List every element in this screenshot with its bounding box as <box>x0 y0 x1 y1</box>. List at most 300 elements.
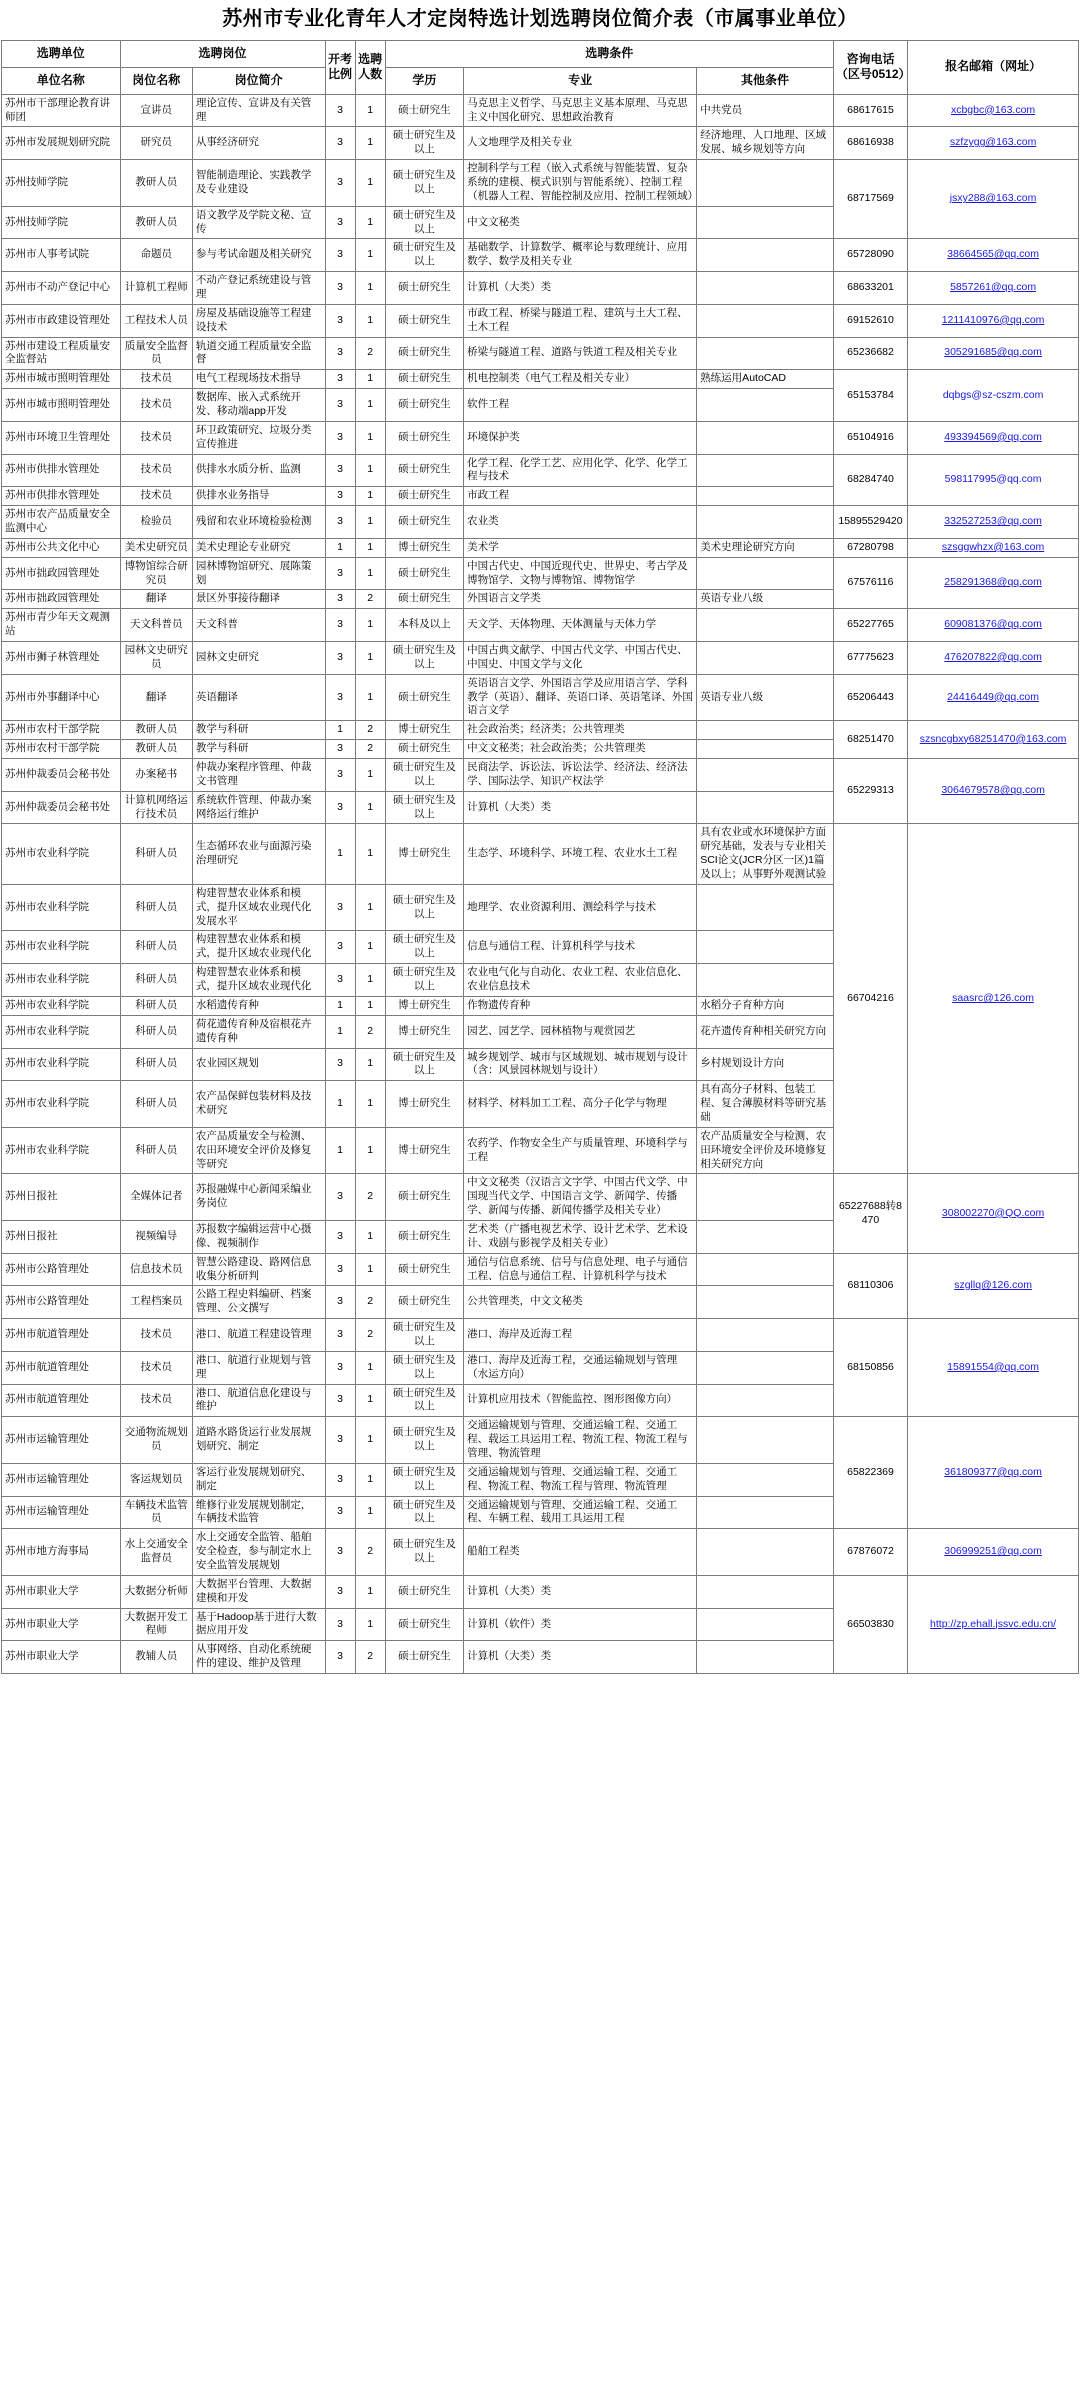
cell-other <box>697 389 834 422</box>
cell-other <box>697 1351 834 1384</box>
table-row <box>2 1174 1079 1221</box>
cell-desc: 残留和农业环境检验检测 <box>192 506 325 539</box>
cell-tel: 68284740 <box>833 454 907 506</box>
cell-count: 1 <box>355 884 385 931</box>
cell-post: 翻译 <box>120 674 192 721</box>
cell-ratio: 3 <box>325 1351 355 1384</box>
cell-post: 技术员 <box>120 487 192 506</box>
cell-count: 2 <box>355 1015 385 1048</box>
cell-other: 美术史理论研究方向 <box>697 538 834 557</box>
cell-unit: 苏州仲裁委员会秘书处 <box>2 791 121 824</box>
cell-edu: 硕士研究生及以上 <box>385 1529 463 1576</box>
cell-tel: 65206443 <box>833 674 907 721</box>
cell-count: 1 <box>355 1417 385 1464</box>
cell-major: 作物遗传育种 <box>464 996 697 1015</box>
email-link[interactable]: 609081376@qq.com <box>944 618 1042 631</box>
cell-major: 信息与通信工程、计算机科学与技术 <box>464 931 697 964</box>
cell-other <box>697 1417 834 1464</box>
cell-edu: 硕士研究生及以上 <box>385 759 463 792</box>
table-row <box>2 759 1079 792</box>
cell-count: 1 <box>355 421 385 454</box>
cell-ratio: 3 <box>325 1641 355 1674</box>
cell-major: 外国语言文学类 <box>464 590 697 609</box>
cell-ratio: 3 <box>325 94 355 127</box>
email-link[interactable]: 476207822@qq.com <box>944 650 1042 663</box>
cell-post: 技术员 <box>120 454 192 487</box>
cell-major: 港口、海岸及近海工程，交通运输规划与管理（水运方向） <box>464 1351 697 1384</box>
cell-mail <box>908 824 1079 1174</box>
cell-major: 生态学、环境科学、环境工程、农业水土工程 <box>464 824 697 884</box>
table-row <box>2 642 1079 675</box>
cell-desc: 供排水水质分析、监测 <box>192 454 325 487</box>
cell-count: 2 <box>355 740 385 759</box>
cell-unit: 苏州技师学院 <box>2 206 121 239</box>
cell-desc: 从事经济研究 <box>192 127 325 160</box>
cell-unit: 苏州市运输管理处 <box>2 1496 121 1529</box>
email-link[interactable]: 306999251@qq.com <box>944 1545 1042 1558</box>
email-link[interactable]: saasrc@126.com <box>952 991 1034 1004</box>
cell-tel: 65229313 <box>833 759 907 824</box>
cell-unit: 苏州市城市照明管理处 <box>2 389 121 422</box>
email-link[interactable]: http://zp.ehall.jssvc.edu.cn/ <box>930 1617 1057 1630</box>
cell-count: 1 <box>355 931 385 964</box>
email-link[interactable]: 1211410976@qq.com <box>941 313 1045 326</box>
cell-count: 1 <box>355 272 385 305</box>
cell-count: 2 <box>355 721 385 740</box>
table-row <box>2 337 1079 370</box>
cell-unit: 苏州市农业科学院 <box>2 931 121 964</box>
cell-tel: 68717569 <box>833 160 907 239</box>
cell-count: 1 <box>355 1220 385 1253</box>
cell-edu: 硕士研究生 <box>385 1286 463 1319</box>
cell-major: 中文文秘类 <box>464 206 697 239</box>
cell-ratio: 1 <box>325 1127 355 1174</box>
cell-post: 博物馆综合研究员 <box>120 557 192 590</box>
cell-tel: 67576116 <box>833 557 907 609</box>
cell-edu: 硕士研究生及以上 <box>385 1351 463 1384</box>
cell-ratio: 3 <box>325 304 355 337</box>
cell-tel: 65227765 <box>833 609 907 642</box>
cell-desc: 天文科普 <box>192 609 325 642</box>
cell-other <box>697 931 834 964</box>
cell-post: 科研人员 <box>120 1048 192 1081</box>
cell-edu: 硕士研究生 <box>385 304 463 337</box>
cell-unit: 苏州市市政建设管理处 <box>2 304 121 337</box>
cell-ratio: 3 <box>325 791 355 824</box>
cell-unit: 苏州市农村干部学院 <box>2 740 121 759</box>
cell-count: 1 <box>355 370 385 389</box>
email-link[interactable]: 361809377@qq.com <box>944 1465 1042 1478</box>
cell-unit: 苏州市航道管理处 <box>2 1351 121 1384</box>
header-post-desc: 岗位简介 <box>192 67 325 94</box>
cell-unit: 苏州市公路管理处 <box>2 1253 121 1286</box>
cell-edu: 硕士研究生 <box>385 487 463 506</box>
cell-edu: 硕士研究生及以上 <box>385 791 463 824</box>
cell-mail <box>908 1529 1079 1576</box>
cell-ratio: 3 <box>325 127 355 160</box>
cell-tel: 67876072 <box>833 1529 907 1576</box>
cell-edu: 硕士研究生 <box>385 506 463 539</box>
cell-major: 城乡规划学、城市与区域规划、城市规划与设计（含：风景园林规划与设计） <box>464 1048 697 1081</box>
email-link[interactable]: 308002270@QQ.com <box>941 1206 1045 1219</box>
cell-edu: 本科及以上 <box>385 609 463 642</box>
cell-desc: 基于Hadoop基于进行大数据应用开发 <box>192 1608 325 1641</box>
cell-major: 计算机（软件）类 <box>464 1608 697 1641</box>
cell-desc: 苏报融媒中心新闻采编业务岗位 <box>192 1174 325 1221</box>
page-title: 苏州市专业化青年人才定岗特选计划选聘岗位简介表（市属事业单位） <box>222 8 858 30</box>
cell-ratio: 3 <box>325 1174 355 1221</box>
cell-post: 信息技术员 <box>120 1253 192 1286</box>
cell-unit: 苏州市环境卫生管理处 <box>2 421 121 454</box>
cell-desc: 不动产登记系统建设与管理 <box>192 272 325 305</box>
email-link[interactable]: 15891554@qq.com <box>947 1360 1039 1373</box>
cell-major: 马克思主义哲学、马克思主义基本原理、马克思主义中国化研究、思想政治教育 <box>464 94 697 127</box>
cell-ratio: 1 <box>325 721 355 740</box>
cell-major: 交通运输规划与管理、交通运输工程、交通工程、车辆工程、载用工具运用工程 <box>464 1496 697 1529</box>
cell-desc: 农产品保鲜包装材料及技术研究 <box>192 1081 325 1128</box>
cell-post: 科研人员 <box>120 1015 192 1048</box>
cell-ratio: 3 <box>325 884 355 931</box>
cell-ratio: 1 <box>325 1015 355 1048</box>
cell-desc: 教学与科研 <box>192 740 325 759</box>
cell-other <box>697 1608 834 1641</box>
cell-mail <box>908 1253 1079 1318</box>
cell-ratio: 3 <box>325 1220 355 1253</box>
cell-unit: 苏州市拙政园管理处 <box>2 557 121 590</box>
cell-post: 车辆技术监管员 <box>120 1496 192 1529</box>
cell-desc: 轨道交通工程质量安全监督 <box>192 337 325 370</box>
cell-tel: 65104916 <box>833 421 907 454</box>
email-link[interactable]: 24416449@qq.com <box>947 690 1039 703</box>
cell-tel: 65236682 <box>833 337 907 370</box>
cell-major: 英语语言文学、外国语言学及应用语言学、学科教学（英语）、翻译、英语口译、英语笔译、外国语言文学 <box>464 674 697 721</box>
cell-ratio: 3 <box>325 206 355 239</box>
cell-other <box>697 1174 834 1221</box>
cell-edu: 硕士研究生及以上 <box>385 884 463 931</box>
cell-mail <box>908 609 1079 642</box>
cell-count: 1 <box>355 304 385 337</box>
cell-unit: 苏州技师学院 <box>2 160 121 207</box>
cell-major: 社会政治类；经济类；公共管理类 <box>464 721 697 740</box>
cell-desc: 从事网络、自动化系统硬件的建设、维护及管理 <box>192 1641 325 1674</box>
cell-count: 1 <box>355 506 385 539</box>
cell-other <box>697 206 834 239</box>
cell-desc: 智能制造理论、实践教学及专业建设 <box>192 160 325 207</box>
cell-post: 客运规划员 <box>120 1463 192 1496</box>
cell-unit: 苏州市发展规划研究院 <box>2 127 121 160</box>
cell-desc: 农产品质量安全与检测、农田环境安全评价及修复等研究 <box>192 1127 325 1174</box>
cell-tel: 65822369 <box>833 1417 907 1529</box>
cell-tel: 15895529420 <box>833 506 907 539</box>
email-link[interactable]: 305291685@qq.com <box>944 346 1042 359</box>
cell-mail <box>908 454 1079 506</box>
table-row <box>2 609 1079 642</box>
cell-edu: 硕士研究生及以上 <box>385 160 463 207</box>
cell-count: 1 <box>355 1253 385 1286</box>
cell-edu: 博士研究生 <box>385 1081 463 1128</box>
cell-other <box>697 721 834 740</box>
cell-desc: 电气工程现场技术指导 <box>192 370 325 389</box>
cell-other <box>697 487 834 506</box>
cell-mail <box>908 642 1079 675</box>
cell-unit: 苏州市职业大学 <box>2 1641 121 1674</box>
cell-desc: 构建智慧农业体系和模式，提升区域农业现代化 <box>192 964 325 997</box>
cell-major: 化学工程、化学工艺、应用化学、化学、化学工程与技术 <box>464 454 697 487</box>
cell-major: 民商法学、诉讼法、诉讼法学、经济法、经济法学、国际法学、知识产权法学 <box>464 759 697 792</box>
cell-count: 1 <box>355 759 385 792</box>
cell-desc: 农业园区规划 <box>192 1048 325 1081</box>
cell-count: 1 <box>355 1608 385 1641</box>
email-link[interactable]: szfzygg@163.com <box>949 136 1037 149</box>
cell-other: 具有农业或水环境保护方面研究基础，发表与专业相关SCI论文(JCR分区一区)1篇及以上；从事野外观测试验 <box>697 824 834 884</box>
cell-unit: 苏州市运输管理处 <box>2 1417 121 1464</box>
email-link[interactable]: szsncgbxy68251470@163.com <box>919 732 1067 745</box>
cell-ratio: 3 <box>325 239 355 272</box>
cell-unit: 苏州市职业大学 <box>2 1575 121 1608</box>
cell-count: 1 <box>355 1575 385 1608</box>
table-row <box>2 1575 1079 1608</box>
cell-desc: 生态循环农业与面源污染治理研究 <box>192 824 325 884</box>
table-row <box>2 674 1079 721</box>
cell-ratio: 3 <box>325 421 355 454</box>
cell-major: 农药学、作物安全生产与质量管理、环境科学与工程 <box>464 1127 697 1174</box>
cell-edu: 博士研究生 <box>385 721 463 740</box>
cell-ratio: 3 <box>325 609 355 642</box>
cell-edu: 硕士研究生 <box>385 454 463 487</box>
cell-edu: 硕士研究生 <box>385 674 463 721</box>
cell-ratio: 3 <box>325 506 355 539</box>
cell-edu: 硕士研究生及以上 <box>385 1048 463 1081</box>
cell-post: 技术员 <box>120 389 192 422</box>
cell-edu: 硕士研究生及以上 <box>385 642 463 675</box>
cell-desc: 智慧公路建设、路网信息收集分析研判 <box>192 1253 325 1286</box>
cell-post: 技术员 <box>120 370 192 389</box>
cell-other <box>697 1319 834 1352</box>
email-link[interactable]: 5857261@qq.com <box>950 281 1037 294</box>
cell-post: 大数据分析师 <box>120 1575 192 1608</box>
email-link[interactable]: dqbgs@sz-cszm.com <box>942 388 1044 401</box>
cell-unit: 苏州市农业科学院 <box>2 1127 121 1174</box>
cell-mail <box>908 674 1079 721</box>
cell-ratio: 3 <box>325 1417 355 1464</box>
cell-ratio: 3 <box>325 1319 355 1352</box>
cell-other <box>697 1496 834 1529</box>
cell-other <box>697 1220 834 1253</box>
cell-other <box>697 642 834 675</box>
cell-ratio: 1 <box>325 538 355 557</box>
cell-mail <box>908 370 1079 422</box>
cell-ratio: 3 <box>325 1253 355 1286</box>
cell-count: 2 <box>355 1641 385 1674</box>
cell-major: 桥梁与隧道工程、道路与铁道工程及相关专业 <box>464 337 697 370</box>
cell-major: 人文地理学及相关专业 <box>464 127 697 160</box>
cell-post: 宣讲员 <box>120 94 192 127</box>
cell-edu: 博士研究生 <box>385 996 463 1015</box>
cell-unit: 苏州市农村干部学院 <box>2 721 121 740</box>
email-link[interactable]: szsggwhzx@163.com <box>941 540 1045 553</box>
cell-unit: 苏州市航道管理处 <box>2 1384 121 1417</box>
cell-major: 园艺、园艺学、园林植物与观赏园艺 <box>464 1015 697 1048</box>
email-link[interactable]: 598117995@qq.com <box>944 472 1042 485</box>
cell-ratio: 1 <box>325 1081 355 1128</box>
cell-post: 科研人员 <box>120 996 192 1015</box>
cell-mail <box>908 127 1079 160</box>
cell-major: 基础数学、计算数学、概率论与数理统计、应用数学、数学及相关专业 <box>464 239 697 272</box>
cell-ratio: 1 <box>325 996 355 1015</box>
email-link[interactable]: jsxy288@163.com <box>949 192 1037 205</box>
cell-desc: 港口、航道信息化建设与维护 <box>192 1384 325 1417</box>
cell-other <box>697 239 834 272</box>
cell-tel: 66503830 <box>833 1575 907 1673</box>
cell-mail <box>908 337 1079 370</box>
header-group-row <box>2 41 1079 68</box>
cell-major: 软件工程 <box>464 389 697 422</box>
cell-major: 市政工程 <box>464 487 697 506</box>
cell-mail <box>908 538 1079 557</box>
cell-other: 花卉遗传育种相关研究方向 <box>697 1015 834 1048</box>
cell-mail <box>908 721 1079 759</box>
header-mail: 报名邮箱（网址） <box>908 41 1079 95</box>
cell-count: 1 <box>355 1081 385 1128</box>
cell-major: 计算机（大类）类 <box>464 1641 697 1674</box>
cell-count: 1 <box>355 160 385 207</box>
cell-unit: 苏州市地方海事局 <box>2 1529 121 1576</box>
cell-edu: 硕士研究生及以上 <box>385 931 463 964</box>
cell-ratio: 3 <box>325 1575 355 1608</box>
cell-mail <box>908 94 1079 127</box>
cell-tel: 67280798 <box>833 538 907 557</box>
cell-count: 1 <box>355 1463 385 1496</box>
cell-other <box>697 1384 834 1417</box>
table-row <box>2 239 1079 272</box>
cell-desc: 港口、航道工程建设管理 <box>192 1319 325 1352</box>
cell-edu: 硕士研究生及以上 <box>385 1417 463 1464</box>
cell-count: 2 <box>355 337 385 370</box>
cell-desc: 苏报数字编辑运营中心摄像、视频制作 <box>192 1220 325 1253</box>
cell-edu: 博士研究生 <box>385 824 463 884</box>
cell-count: 1 <box>355 538 385 557</box>
cell-count: 1 <box>355 996 385 1015</box>
email-link[interactable]: xcbgbc@163.com <box>950 103 1036 116</box>
cell-desc: 供排水业务指导 <box>192 487 325 506</box>
cell-post: 园林文史研究员 <box>120 642 192 675</box>
cell-desc: 港口、航道行业规划与管理 <box>192 1351 325 1384</box>
header-group-unit: 选聘单位 <box>2 41 121 68</box>
cell-count: 1 <box>355 557 385 590</box>
cell-major: 中国古典文献学、中国古代文学、中国古代史、中国史、中国文学与文化 <box>464 642 697 675</box>
cell-unit: 苏州仲裁委员会秘书处 <box>2 759 121 792</box>
table-row <box>2 538 1079 557</box>
cell-edu: 硕士研究生 <box>385 740 463 759</box>
cell-tel: 65728090 <box>833 239 907 272</box>
cell-post: 工程档案员 <box>120 1286 192 1319</box>
cell-ratio: 3 <box>325 160 355 207</box>
cell-other <box>697 1463 834 1496</box>
header-major: 专业 <box>464 67 697 94</box>
cell-major: 交通运输规划与管理、交通运输工程、交通工程、载运工具运用工程、物流工程、物流工程与管理、物流管理 <box>464 1417 697 1464</box>
cell-unit: 苏州市农业科学院 <box>2 884 121 931</box>
email-link[interactable]: 493394569@qq.com <box>944 430 1042 443</box>
cell-unit: 苏州市农产品质量安全监测中心 <box>2 506 121 539</box>
cell-ratio: 3 <box>325 1463 355 1496</box>
cell-mail <box>908 304 1079 337</box>
cell-ratio: 3 <box>325 454 355 487</box>
cell-ratio: 3 <box>325 931 355 964</box>
cell-edu: 硕士研究生 <box>385 557 463 590</box>
cell-other <box>697 1529 834 1576</box>
cell-desc: 房屋及基础设施等工程建设技术 <box>192 304 325 337</box>
header-ratio: 开考比例 <box>325 41 355 95</box>
cell-desc: 荷花遗传育种及宿根花卉遗传育种 <box>192 1015 325 1048</box>
cell-desc: 美术史理论专业研究 <box>192 538 325 557</box>
cell-tel: 65227688转8470 <box>833 1174 907 1253</box>
cell-unit: 苏州市城市照明管理处 <box>2 370 121 389</box>
cell-desc: 仲裁办案程序管理、仲裁文书管理 <box>192 759 325 792</box>
cell-post: 技术员 <box>120 1351 192 1384</box>
cell-major: 计算机应用技术（智能监控、图形图像方向） <box>464 1384 697 1417</box>
email-link[interactable]: szgllq@126.com <box>954 1278 1032 1291</box>
recruitment-table <box>1 40 1079 1674</box>
cell-post: 科研人员 <box>120 931 192 964</box>
email-link[interactable]: 3064679578@qq.com <box>941 784 1045 797</box>
cell-desc: 维修行业发展规划制定，车辆技术监管 <box>192 1496 325 1529</box>
cell-ratio: 3 <box>325 557 355 590</box>
cell-mail <box>908 1174 1079 1253</box>
cell-post: 大数据开发工程师 <box>120 1608 192 1641</box>
header-group-condition: 选聘条件 <box>385 41 833 68</box>
cell-edu: 硕士研究生及以上 <box>385 964 463 997</box>
cell-count: 1 <box>355 1384 385 1417</box>
email-link[interactable]: 258291368@qq.com <box>944 576 1042 589</box>
cell-major: 中国古代史、中国近现代史、世界史、考古学及博物馆学、文物与博物馆、博物馆学 <box>464 557 697 590</box>
header-post-name: 岗位名称 <box>120 67 192 94</box>
cell-mail <box>908 421 1079 454</box>
cell-tel: 68617615 <box>833 94 907 127</box>
cell-desc: 教学与科研 <box>192 721 325 740</box>
cell-post: 工程技术人员 <box>120 304 192 337</box>
cell-major: 计算机（大类）类 <box>464 272 697 305</box>
cell-major: 计算机（大类）类 <box>464 1575 697 1608</box>
header-count: 选聘人数 <box>355 41 385 95</box>
cell-post: 科研人员 <box>120 964 192 997</box>
cell-edu: 硕士研究生及以上 <box>385 206 463 239</box>
cell-edu: 硕士研究生及以上 <box>385 127 463 160</box>
cell-unit: 苏州市供排水管理处 <box>2 454 121 487</box>
cell-post: 科研人员 <box>120 824 192 884</box>
cell-post: 技术员 <box>120 1319 192 1352</box>
cell-edu: 硕士研究生 <box>385 1253 463 1286</box>
email-link[interactable]: 38664565@qq.com <box>947 248 1039 261</box>
table-row <box>2 1529 1079 1576</box>
table-row <box>2 824 1079 884</box>
cell-major: 天文学、天体物理、天体测量与天体力学 <box>464 609 697 642</box>
email-link[interactable]: 332527253@qq.com <box>944 515 1042 528</box>
cell-desc: 公路工程史料编研、档案管理、公文撰写 <box>192 1286 325 1319</box>
cell-other <box>697 421 834 454</box>
cell-unit: 苏州市农业科学院 <box>2 1015 121 1048</box>
cell-other <box>697 609 834 642</box>
cell-edu: 硕士研究生 <box>385 1575 463 1608</box>
cell-count: 1 <box>355 1351 385 1384</box>
cell-major: 公共管理类，中文文秘类 <box>464 1286 697 1319</box>
cell-major: 农业类 <box>464 506 697 539</box>
header-group-post: 选聘岗位 <box>120 41 325 68</box>
cell-major: 环境保护类 <box>464 421 697 454</box>
cell-edu: 硕士研究生及以上 <box>385 1496 463 1529</box>
cell-edu: 硕士研究生及以上 <box>385 239 463 272</box>
cell-unit: 苏州市外事翻译中心 <box>2 674 121 721</box>
cell-other: 具有高分子材料、包装工程、复合薄膜材料等研究基础 <box>697 1081 834 1128</box>
